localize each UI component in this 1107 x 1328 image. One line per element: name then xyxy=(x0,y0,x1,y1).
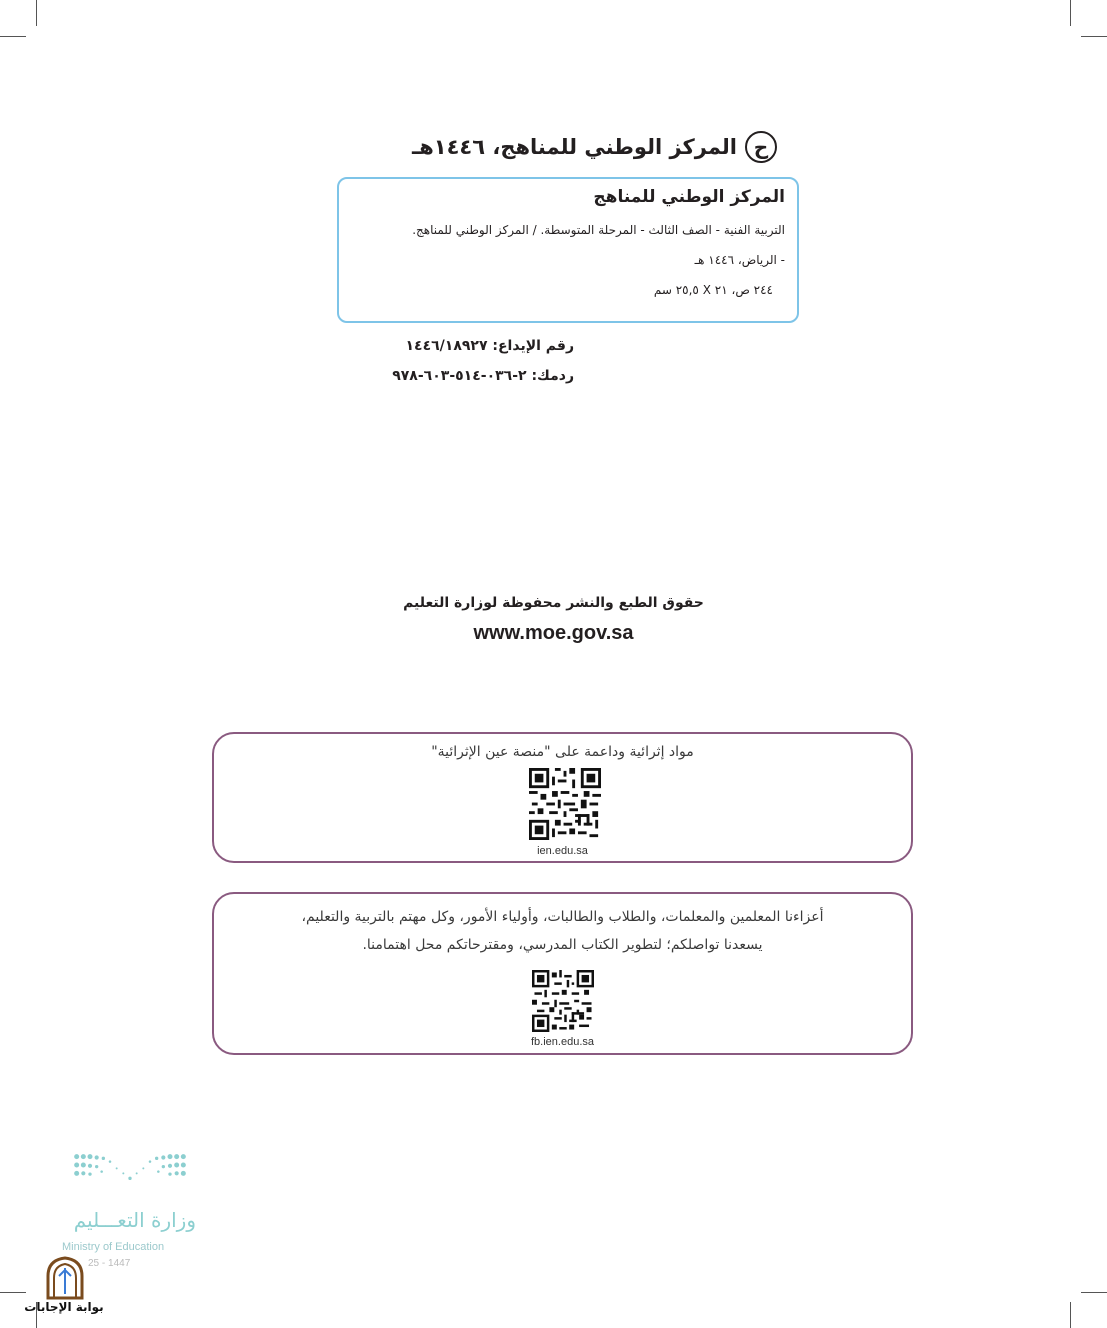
website-link[interactable]: www.moe.gov.sa xyxy=(473,622,634,644)
qr-code-icon[interactable] xyxy=(529,768,601,840)
ministry-year: 25 - 1447 xyxy=(88,1258,131,1269)
copyright-heading xyxy=(412,126,777,168)
qr-caption[interactable]: fb.ien.edu.sa xyxy=(531,1036,594,1048)
heading-text: المركز الوطني للمناهج، ١٤٤٦هـ xyxy=(412,135,737,159)
enrichment-text: مواد إثرائية وداعمة على "منصة عين الإثرائية" xyxy=(431,744,694,760)
catalog-line: ٢٤٤ ص، ٢١ X ٢٥,٥ سم xyxy=(653,283,773,297)
copyright-symbol: ح xyxy=(745,131,777,163)
ministry-name-english: Ministry of Education xyxy=(62,1241,165,1253)
crop-mark xyxy=(1070,1302,1071,1328)
watermark-text: بوابة الإجابات xyxy=(24,1300,104,1314)
rights-notice: حقوق الطبع والنشر محفوظة لوزارة التعليم xyxy=(403,595,704,611)
catalog-title: المركز الوطني للمناهج xyxy=(593,187,785,207)
qr-code-icon[interactable] xyxy=(532,970,594,1032)
deposit-number: رقم الإيداع: ١٤٤٦/١٨٩٢٧ xyxy=(405,338,574,354)
ministry-dots-logo-icon xyxy=(60,1150,200,1200)
feedback-line: يسعدنا تواصلكم؛ لتطوير الكتاب المدرسي، ومقترحاتكم محل اهتمامنا. xyxy=(362,937,763,953)
qr-caption[interactable]: ien.edu.sa xyxy=(537,845,588,857)
enrichment-panel xyxy=(212,732,913,863)
watermark-logo-icon xyxy=(44,1256,86,1300)
crop-mark xyxy=(1070,0,1071,26)
ministry-name-arabic: وزارة التعـــليم xyxy=(73,1208,196,1232)
crop-mark xyxy=(36,0,37,26)
feedback-line: أعزاءنا المعلمين والمعلمات، والطلاب والطالبات، وأولياء الأمور، وكل مهتم بالتربية والتعليم، xyxy=(301,909,824,925)
crop-mark xyxy=(0,1292,26,1293)
catalog-line: التربية الفنية - الصف الثالث - المرحلة المتوسطة. / المركز الوطني للمناهج. xyxy=(412,223,785,237)
catalog-line: - الرياض، ١٤٤٦ هـ xyxy=(694,253,785,267)
isbn: ردمك: ٢-٠٣٦-٥١٤-٦٠٣-٩٧٨ xyxy=(392,368,574,384)
cataloging-box xyxy=(337,177,799,323)
feedback-panel xyxy=(212,892,913,1055)
crop-mark xyxy=(1081,36,1107,37)
crop-mark xyxy=(0,36,26,37)
crop-mark xyxy=(1081,1292,1107,1293)
